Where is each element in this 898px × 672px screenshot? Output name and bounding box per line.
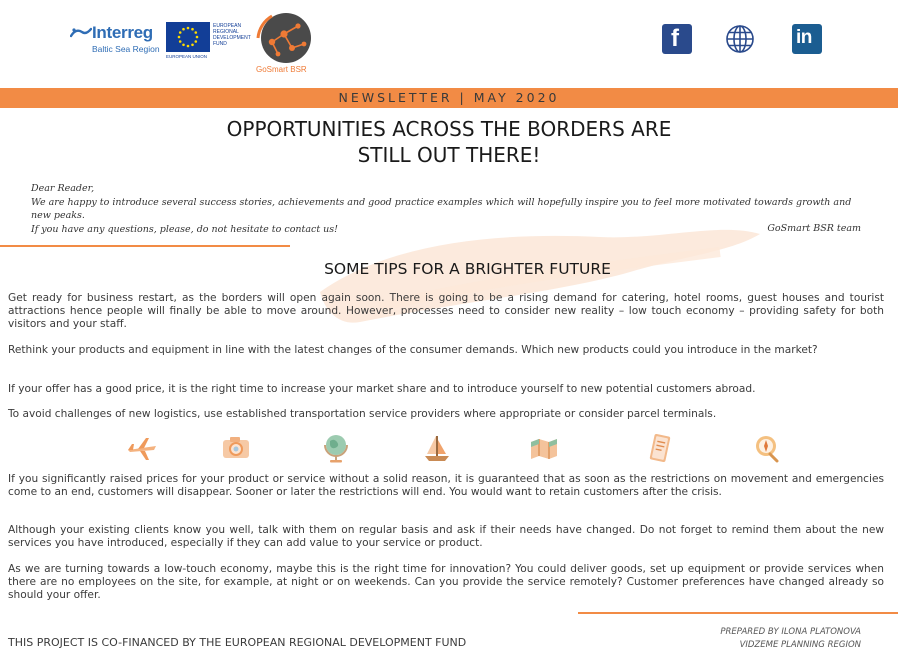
passport-icon [644, 432, 676, 464]
interreg-name: Interreg [92, 23, 153, 42]
compass-icon [750, 432, 782, 464]
tip-paragraph-6: Although your existing clients know you well, talk with them on regular basis and ask if their needs have changed. Do not forget to remind them about the new services you have introduced, especially if they can add value to your service or product. [8, 524, 884, 549]
title-line-1: OPPORTUNITIES ACROSS THE BORDERS ARE [226, 117, 672, 141]
globe-stand-icon [320, 432, 352, 464]
facebook-glyph: f [671, 25, 679, 52]
airplane-icon [126, 432, 158, 464]
camera-icon [220, 432, 252, 464]
tip-paragraph-1: Get ready for business restart, as the borders will open again soon. There is going to be a rising demand for catering, hotel rooms, guest houses and tourist attractions hence people will finally be able to move around. However, processes need to consider new reality – low touch economy – providing safety for both visitors and your staff. [8, 292, 884, 330]
newsletter-header [0, 0, 898, 88]
linkedin-icon[interactable] [792, 24, 822, 54]
prepared-by-organisation: VIDZEME PLANNING REGION [739, 640, 861, 650]
tip-paragraph-2: Rethink your products and equipment in line with the latest changes of the consumer demands. Which new products could you introduce in the market? [8, 344, 818, 356]
gosmart-caption: GoSmart BSR [256, 65, 307, 74]
divider-right [578, 612, 898, 614]
travel-icons-row [0, 432, 898, 466]
tip-paragraph-3: If your offer has a good price, it is the right time to increase your market share and to introduce yourself to new potential customers abroad. [8, 383, 756, 395]
prepared-by-name: PREPARED BY ILONA PLATONOVA [720, 627, 861, 637]
intro-line-2: If you have any questions, please, do not hesitate to contact us! [31, 223, 338, 235]
tip-paragraph-4: To avoid challenges of new logistics, use established transportation service providers where appropriate or consider parcel terminals. [8, 408, 717, 420]
prepared-by [660, 626, 861, 652]
sailboat-icon [421, 432, 453, 464]
globe-icon[interactable] [725, 24, 755, 54]
tip-paragraph-5: If you significantly raised prices for your product or service without a solid reason, it is guaranteed that as soon as the restrictions on movement and emergencies come to an end, customers will disappear. Sooner or later the restrictions will end. You would want to retain customers after the crisis. [8, 473, 884, 498]
tip-paragraph-7: As we are turning towards a low-touch economy, maybe this is the right time for innovation? You could deliver goods, set up equipment or provide services when there are no employees on the site, for example, at night or on weekends. Can you provide the service remotely? Customer preferences have changed already so should your offer. [8, 563, 884, 601]
eu-fund-text: EUROPEAN REGIONAL DEVELOPMENT FUND [213, 23, 251, 47]
intro-signoff: GoSmart BSR team [767, 223, 861, 234]
intro-line-1: We are happy to introduce several success stories, achievements and good practice examples which will hopefully inspire you to feel more motivated towards growth and new peaks. [31, 196, 852, 221]
eu-logo [166, 22, 256, 58]
gosmart-network-icon [254, 12, 318, 66]
linkedin-glyph: in [796, 27, 812, 48]
interreg-mark-icon [70, 27, 92, 39]
interreg-region: Baltic Sea Region [92, 44, 160, 54]
title-line-2: STILL OUT THERE! [357, 143, 541, 167]
gosmart-logo [254, 12, 318, 78]
eu-caption: EUROPEAN UNION [166, 54, 208, 59]
cofinanced-statement: THIS PROJECT IS CO-FINANCED BY THE EUROPEAN REGIONAL DEVELOPMENT FUND [8, 636, 467, 649]
newsletter-date: NEWSLETTER | MAY 2020 [338, 90, 560, 105]
section-title: SOME TIPS FOR A BRIGHTER FUTURE [324, 260, 611, 278]
intro-greeting: Dear Reader, [31, 183, 95, 194]
eu-flag-icon [166, 22, 210, 52]
divider-left [0, 245, 290, 247]
page-title [0, 116, 898, 168]
interreg-logo [70, 22, 166, 56]
facebook-icon[interactable] [662, 24, 692, 54]
map-icon [528, 432, 560, 464]
newsletter-band [0, 88, 898, 108]
